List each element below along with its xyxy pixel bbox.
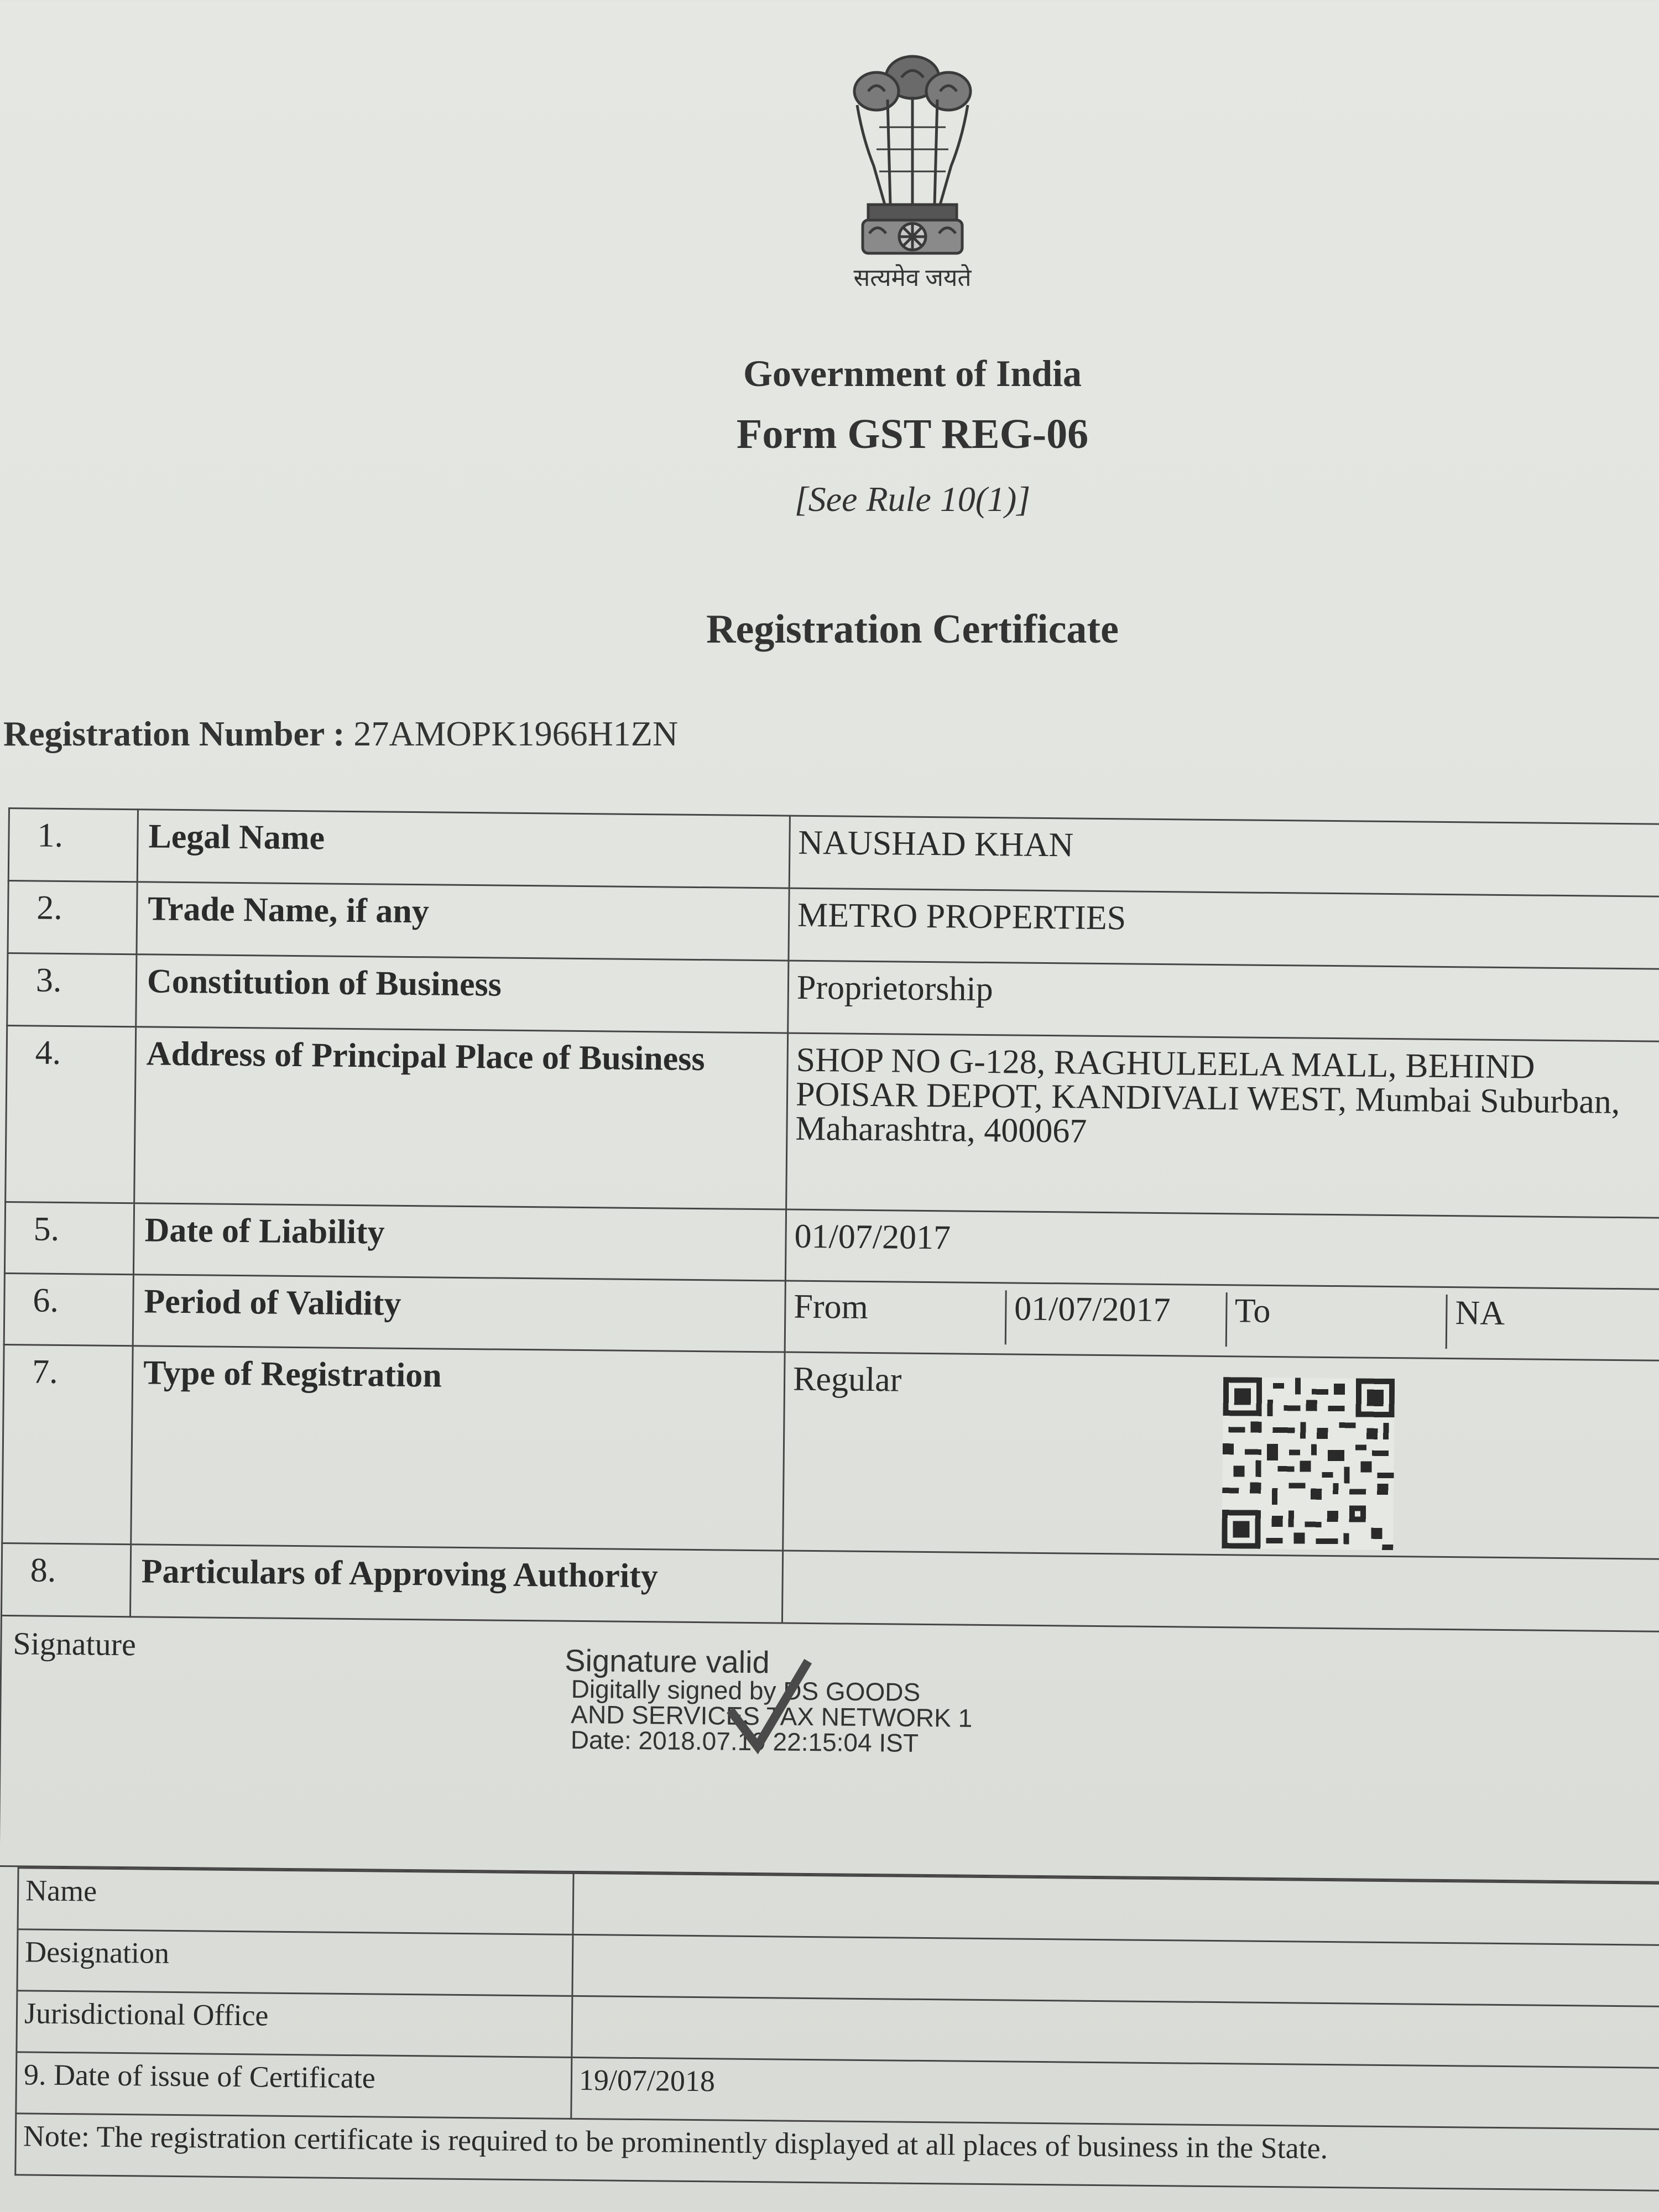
jurisdictional-office-value [572,1996,1659,2068]
validity-cell [785,1281,1659,1360]
registration-type-cell [783,1352,1659,1559]
registration-number-value: 27AMOPK1966H1ZN [353,714,679,753]
emblem-motto: सत्यमेव जयते [853,264,972,291]
row-label: Legal Name [137,810,790,888]
name-label: Name [18,1868,573,1935]
constitution-value: Proprietorship [788,961,1659,1041]
row-number: 8. [1,1543,131,1616]
validity-from-value: 01/07/2017 [1005,1290,1226,1347]
row-label: Constitution of Business [136,954,789,1033]
signature-cell [0,1615,1659,1882]
jurisdictional-office-label: Jurisdictional Office [17,1991,572,2058]
trade-name-value: METRO PROPERTIES [789,888,1659,969]
row-number: 7. [2,1344,133,1544]
registration-number [3,713,678,754]
row-number: 5. [4,1202,134,1274]
national-emblem-icon [824,39,1001,282]
authority-table [14,1867,1659,2192]
validity-to-value: NA [1446,1295,1659,1351]
signature-row [0,1615,1659,1882]
row-label: Date of Liability [133,1203,786,1281]
row-number: 4. [6,1025,136,1203]
signature-line: Digitally signed by DS GOODS [571,1674,921,1707]
row-number: 3. [7,953,137,1027]
certificate-table-sheet [0,807,1659,2192]
row-number: 1. [8,808,138,882]
display-note: Note: The registration certificate is required to be prominently displayed at all places of business in the State. [15,2114,1659,2191]
row-label: Period of Validity [133,1275,785,1352]
validity-from-label: From [794,1287,869,1326]
row-number: 2. [8,881,137,954]
address-value: SHOP NO G-128, RAGHULEELA MALL, BEHIND POISAR DEPOT, KANDIVALI WEST, Mumbai Suburban, Maharashtra, 400067 [786,1033,1659,1218]
table-row [2,1344,1659,1559]
registration-type-value: Regular [792,1360,902,1399]
row-number: 6. [4,1273,133,1345]
signature-line: AND SERVICES TAX NETWORK 1 [571,1699,973,1733]
signature-date: Date: 2018.07.19 22:15:04 IST [570,1725,919,1757]
digital-signature-block [564,1642,973,1757]
liability-date-value: 01/07/2017 [785,1209,1659,1289]
form-heading: Form GST REG-06 [736,411,1089,457]
checkmark-icon [724,1650,814,1756]
row-label: Type of Registration [131,1346,785,1551]
certificate-table [0,807,1659,1883]
qr-code-icon [1222,1377,1395,1550]
issue-date-value: 19/07/2018 [571,2057,1659,2129]
government-heading: Government of India [743,352,1082,394]
designation-value [572,1934,1659,2006]
legal-name-value: NAUSHAD KHAN [789,816,1659,896]
row-label: Trade Name, if any [137,882,789,961]
certificate-title: Registration Certificate [706,607,1119,652]
rule-reference: [See Rule 10(1)] [794,479,1031,519]
signature-status: Signature valid [564,1642,770,1680]
row-label: Address of Principal Place of Business [134,1027,788,1209]
table-row [6,1025,1659,1218]
designation-label: Designation [17,1929,573,1996]
row-label: Particulars of Approving Authority [130,1545,782,1623]
signature-label: Signature [13,1625,137,1663]
name-value [573,1873,1659,1945]
issue-date-label: 9. Date of issue of Certificate [16,2052,572,2119]
validity-to-label: To [1225,1292,1446,1349]
approving-authority-value [782,1551,1659,1631]
registration-number-label: Registration Number : [3,714,345,753]
